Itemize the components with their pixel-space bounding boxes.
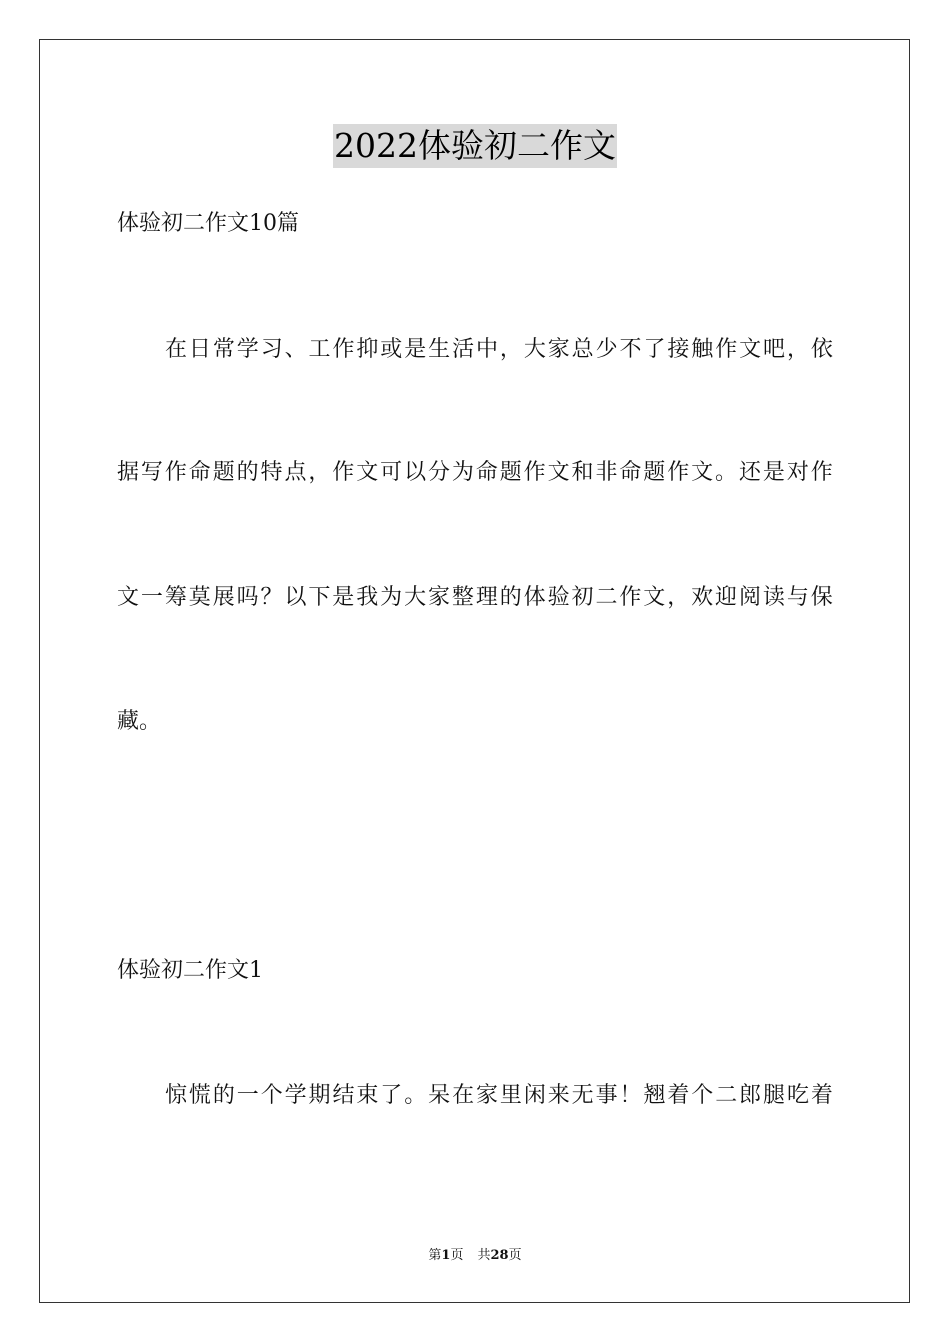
glyph: 了 <box>643 337 666 362</box>
glyph: 下 <box>308 585 331 610</box>
paragraph-2-line-1 <box>117 1081 833 1111</box>
glyph: 个 <box>691 1083 714 1108</box>
glyph: 和 <box>571 460 594 485</box>
glyph: 文 <box>739 337 762 362</box>
footer-total-suffix: 页 <box>508 1248 522 1263</box>
footer-page-prefix: 第 <box>428 1248 442 1263</box>
glyph: 为 <box>451 460 474 485</box>
glyph: 中 <box>475 337 498 362</box>
glyph: 了 <box>380 1083 403 1108</box>
glyph: 特 <box>260 460 283 485</box>
glyph: 。 <box>404 1083 427 1108</box>
glyph: 命 <box>188 460 211 485</box>
glyph: 分 <box>427 460 450 485</box>
glyph: 腿 <box>763 1083 786 1108</box>
glyph: 家 <box>427 585 450 610</box>
glyph: 莫 <box>188 585 211 610</box>
glyph: ， <box>667 585 690 610</box>
footer-page-number: 1 <box>441 1248 451 1263</box>
glyph: 作 <box>667 460 690 485</box>
glyph: 的 <box>499 585 522 610</box>
glyph: 事 <box>595 1083 618 1108</box>
footer-total-prefix: 共 <box>477 1248 491 1263</box>
glyph: 读 <box>762 585 785 610</box>
glyph: ， <box>499 337 522 362</box>
glyph: 家 <box>475 1083 498 1108</box>
glyph: 的 <box>236 460 259 485</box>
paragraph-1-line-2 <box>117 458 833 488</box>
glyph: 着 <box>667 1083 690 1108</box>
glyph: 吗 <box>236 585 259 610</box>
glyph: 筹 <box>164 585 187 610</box>
glyph: 呆 <box>428 1083 451 1108</box>
glyph: ， <box>308 460 331 485</box>
glyph: 抑 <box>356 337 379 362</box>
glyph: 束 <box>356 1083 379 1108</box>
glyph: 迎 <box>715 585 738 610</box>
glyph: 为 <box>380 585 403 610</box>
paragraph-1-line-1 <box>117 335 833 365</box>
glyph: 里 <box>499 1083 522 1108</box>
glyph: 或 <box>380 337 403 362</box>
glyph: 闲 <box>523 1083 546 1108</box>
glyph: 期 <box>308 1083 331 1108</box>
glyph: 不 <box>619 337 642 362</box>
glyph: 个 <box>260 1083 283 1108</box>
glyph: 接 <box>667 337 690 362</box>
glyph: 展 <box>212 585 235 610</box>
glyph: 作 <box>164 460 187 485</box>
glyph: 二 <box>715 1083 738 1108</box>
glyph: 作 <box>619 585 642 610</box>
glyph: 学 <box>236 337 259 362</box>
glyph: 二 <box>595 585 618 610</box>
glyph: 欢 <box>691 585 714 610</box>
glyph: 与 <box>786 585 809 610</box>
glyph: 作 <box>715 337 738 362</box>
glyph: 阅 <box>738 585 761 610</box>
glyph: 写 <box>140 460 163 485</box>
footer-page-suffix: 页 <box>450 1248 464 1263</box>
glyph: 作 <box>332 460 355 485</box>
glyph: 作 <box>523 460 546 485</box>
glyph: 大 <box>404 585 427 610</box>
paragraph-1-line-3 <box>117 583 833 613</box>
glyph: 、 <box>284 337 307 362</box>
glyph: 郎 <box>739 1083 762 1108</box>
glyph: 着 <box>810 1083 833 1108</box>
glyph: 学 <box>284 1083 307 1108</box>
glyph: 点 <box>284 460 307 485</box>
glyph: 作 <box>332 337 355 362</box>
glyph: 习 <box>260 337 283 362</box>
glyph: 题 <box>499 460 522 485</box>
glyph: 是 <box>332 585 355 610</box>
glyph: 的 <box>212 1083 235 1108</box>
glyph: 作 <box>810 460 833 485</box>
glyph: 以 <box>404 460 427 485</box>
glyph: 还 <box>738 460 761 485</box>
glyph: 无 <box>571 1083 594 1108</box>
glyph: 结 <box>332 1083 355 1108</box>
glyph: 触 <box>691 337 714 362</box>
glyph: 文 <box>547 460 570 485</box>
glyph: 初 <box>571 585 594 610</box>
glyph: 吧 <box>763 337 786 362</box>
glyph: 慌 <box>188 1083 211 1108</box>
glyph: 非 <box>595 460 618 485</box>
glyph: 一 <box>140 585 163 610</box>
glyph: 命 <box>475 460 498 485</box>
glyph: 常 <box>212 337 235 362</box>
glyph: 是 <box>762 460 785 485</box>
glyph: 大 <box>523 337 546 362</box>
glyph: 在 <box>452 1083 475 1108</box>
title-container <box>0 124 950 168</box>
glyph: 整 <box>451 585 474 610</box>
glyph: ！ <box>619 1083 642 1108</box>
glyph: 惊 <box>165 1083 188 1108</box>
glyph: 文 <box>356 460 379 485</box>
glyph: 题 <box>212 460 235 485</box>
glyph: ？ <box>260 585 283 610</box>
glyph: 文 <box>691 460 714 485</box>
page-footer <box>0 1247 950 1265</box>
glyph: ， <box>786 337 809 362</box>
glyph: 理 <box>475 585 498 610</box>
glyph: 少 <box>595 337 618 362</box>
glyph: 据 <box>117 460 140 485</box>
glyph: 保 <box>810 585 833 610</box>
document-subtitle: 体验初二作文10篇 <box>117 211 299 236</box>
glyph: 验 <box>547 585 570 610</box>
glyph: 体 <box>523 585 546 610</box>
glyph: 以 <box>284 585 307 610</box>
glyph: 可 <box>380 460 403 485</box>
glyph: 一 <box>236 1083 259 1108</box>
glyph: 生 <box>428 337 451 362</box>
glyph: 工 <box>308 337 331 362</box>
glyph: 是 <box>404 337 427 362</box>
glyph: 文 <box>643 585 666 610</box>
glyph: 题 <box>643 460 666 485</box>
glyph: 对 <box>786 460 809 485</box>
glyph: 在 <box>165 337 188 362</box>
glyph: 来 <box>547 1083 570 1108</box>
glyph: 翘 <box>643 1083 666 1108</box>
glyph: 我 <box>356 585 379 610</box>
glyph: 依 <box>810 337 833 362</box>
glyph: 命 <box>619 460 642 485</box>
glyph: 家 <box>547 337 570 362</box>
document-title: 2022体验初二作文 <box>333 124 617 168</box>
paragraph-1-line-4: 藏。 <box>117 709 162 734</box>
section-1-heading: 体验初二作文1 <box>117 958 263 983</box>
glyph: 活 <box>452 337 475 362</box>
glyph: 文 <box>117 585 140 610</box>
footer-total-pages: 28 <box>490 1248 509 1263</box>
glyph: 日 <box>188 337 211 362</box>
glyph: 总 <box>571 337 594 362</box>
glyph: 。 <box>715 460 738 485</box>
glyph: 吃 <box>786 1083 809 1108</box>
